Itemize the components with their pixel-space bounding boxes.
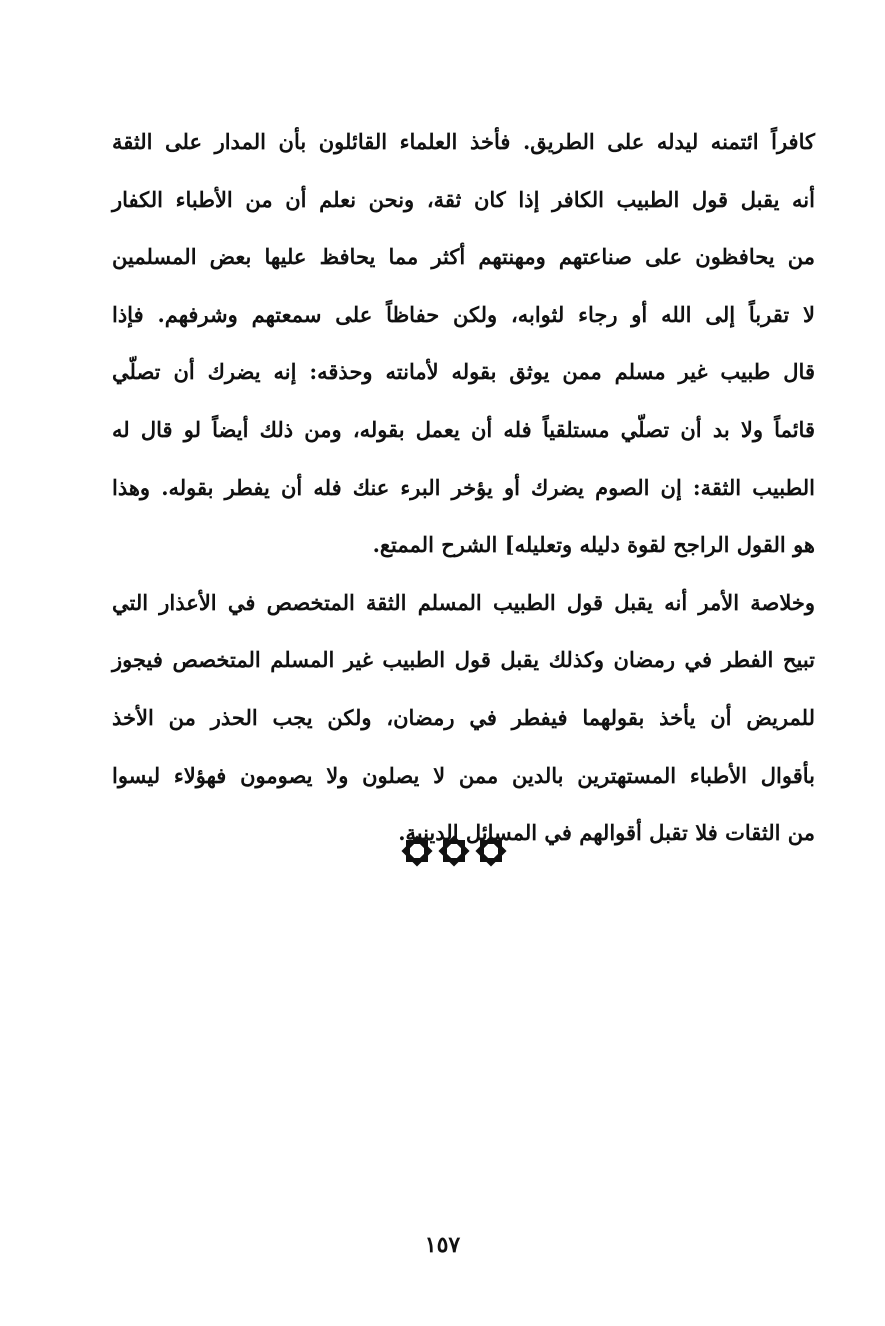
text-line-2: أنه يقبل قول الطبيب الكافر إذا كان ثقة، ونحن نعلم أن من الأطباء الكفار bbox=[112, 186, 815, 212]
text-line-13-paragraph-end: من الثقات فلا تقبل أقوالهم في المسائل الدينية. bbox=[398, 820, 815, 846]
text-line-10: تبيح الفطر في رمضان وكذلك يقبل قول الطبيب غير المسلم المتخصص فيجوز bbox=[112, 647, 815, 673]
section-divider-ornament-icon bbox=[398, 833, 510, 869]
text-line-6: قائماً ولا بد أن تصلّي مستلقياً فله أن يعمل بقوله، ومن ذلك أيضاً لو قال له bbox=[112, 416, 815, 442]
body-text bbox=[112, 113, 815, 862]
text-line-12: بأقوال الأطباء المستهترين بالدين ممن لا يصلون ولا يصومون فهؤلاء ليسوا bbox=[112, 762, 815, 788]
text-line-3: من يحافظون على صناعتهم ومهنتهم أكثر مما يحافظ عليها بعض المسلمين bbox=[112, 244, 815, 270]
text-line-1: كافراً ائتمنه ليدله على الطريق. فأخذ العلماء القائلون بأن المدار على الثقة bbox=[112, 129, 815, 154]
text-line-5: قال طبيب غير مسلم ممن يوثق بقوله لأمانته وحذقه: إنه يضرك أن تصلّي bbox=[112, 359, 815, 385]
text-line-11: للمريض أن يأخذ بقولهما فيفطر في رمضان، ولكن يجب الحذر من الأخذ bbox=[112, 704, 815, 730]
page-number: ١٥٧ bbox=[424, 1232, 461, 1258]
text-line-9: وخلاصة الأمر أنه يقبل قول الطبيب المسلم الثقة المتخصص في الأعذار التي bbox=[112, 589, 815, 615]
text-line-8-paragraph-end: هو القول الراجح لقوة دليله وتعليله] الشرح الممتع. bbox=[372, 532, 815, 558]
text-line-7: الطبيب الثقة: إن الصوم يضرك أو يؤخر البرء عنك فله أن يفطر بقوله. وهذا bbox=[112, 474, 815, 500]
text-line-4: لا تقرباً إلى الله أو رجاء لثوابه، ولكن حفاظاً على سمعتهم وشرفهم. فإذا bbox=[112, 301, 815, 327]
